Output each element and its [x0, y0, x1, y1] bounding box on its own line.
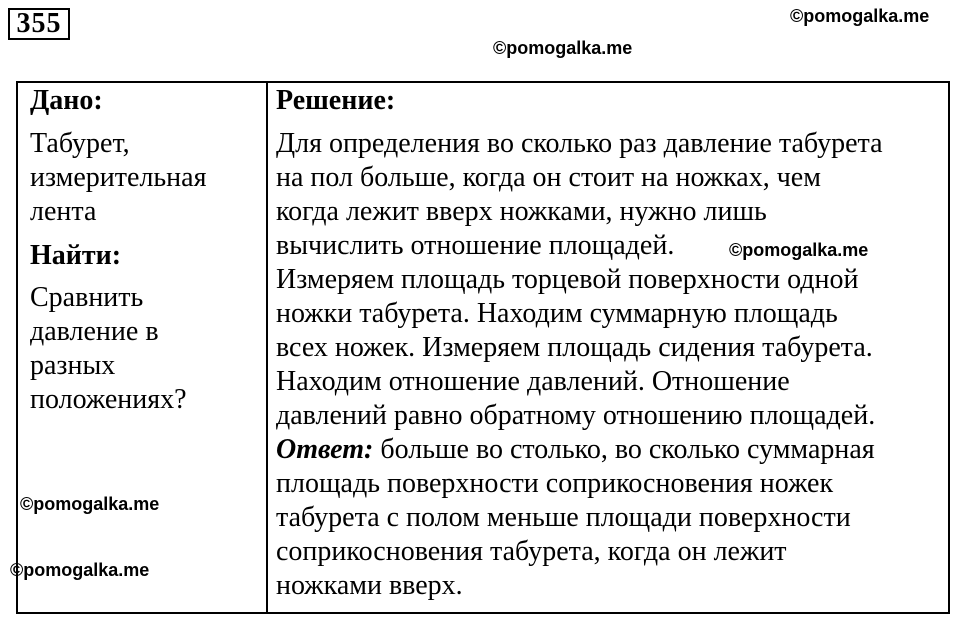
answer-line: табурета с полом меньше площади поверхности	[276, 502, 851, 533]
solution-line: всех ножек. Измеряем площадь сидения табурета.	[276, 332, 873, 363]
solution-line: Находим отношение давлений. Отношение	[276, 366, 790, 397]
column-divider	[266, 83, 268, 612]
answer-line: ножками вверх.	[276, 570, 463, 601]
solution-heading: Решение:	[276, 85, 396, 116]
watermark-top-center: ©pomogalka.me	[493, 38, 633, 58]
solution-line: на пол больше, когда он стоит на ножках, чем	[276, 162, 821, 193]
given-line: измерительная	[30, 162, 207, 193]
solution-line: когда лежит вверх ножками, нужно лишь	[276, 196, 767, 227]
given-heading: Дано:	[30, 85, 103, 116]
find-line: Сравнить	[30, 282, 144, 313]
solution-line: давлений равно обратному отношению площадей.	[276, 400, 876, 431]
solution-line: ножки табурета. Находим суммарную площадь	[276, 298, 838, 329]
given-line: лента	[30, 196, 97, 227]
watermark-top-right: ©pomogalka.me	[790, 6, 930, 26]
watermark-left-2: ©pomogalka.me	[10, 560, 150, 580]
answer-line	[276, 433, 956, 467]
answer-line: соприкосновения табурета, когда он лежит	[276, 536, 787, 567]
solution-table	[16, 81, 950, 614]
problem-number: 355	[8, 8, 70, 40]
find-line: разных	[30, 350, 116, 381]
find-line: давление в	[30, 316, 159, 347]
solution-line: Измеряем площадь торцевой поверхности одной	[276, 264, 859, 295]
solution-line: вычислить отношение площадей.	[276, 230, 675, 261]
watermark-left-1: ©pomogalka.me	[20, 494, 160, 514]
given-text	[30, 127, 260, 229]
given-line: Табурет,	[30, 128, 130, 159]
solution-body	[276, 127, 956, 603]
find-text	[30, 281, 260, 417]
answer-line: площадь поверхности соприкосновения ножек	[276, 468, 834, 499]
find-heading: Найти:	[30, 240, 122, 271]
answer-label: Ответ:	[276, 434, 374, 465]
watermark-mid-right: ©pomogalka.me	[729, 240, 869, 260]
find-line: положениях?	[30, 384, 187, 415]
answer-text: больше во столько, во сколько суммарная	[380, 434, 875, 465]
solution-line: Для определения во сколько раз давление табурета	[276, 128, 883, 159]
